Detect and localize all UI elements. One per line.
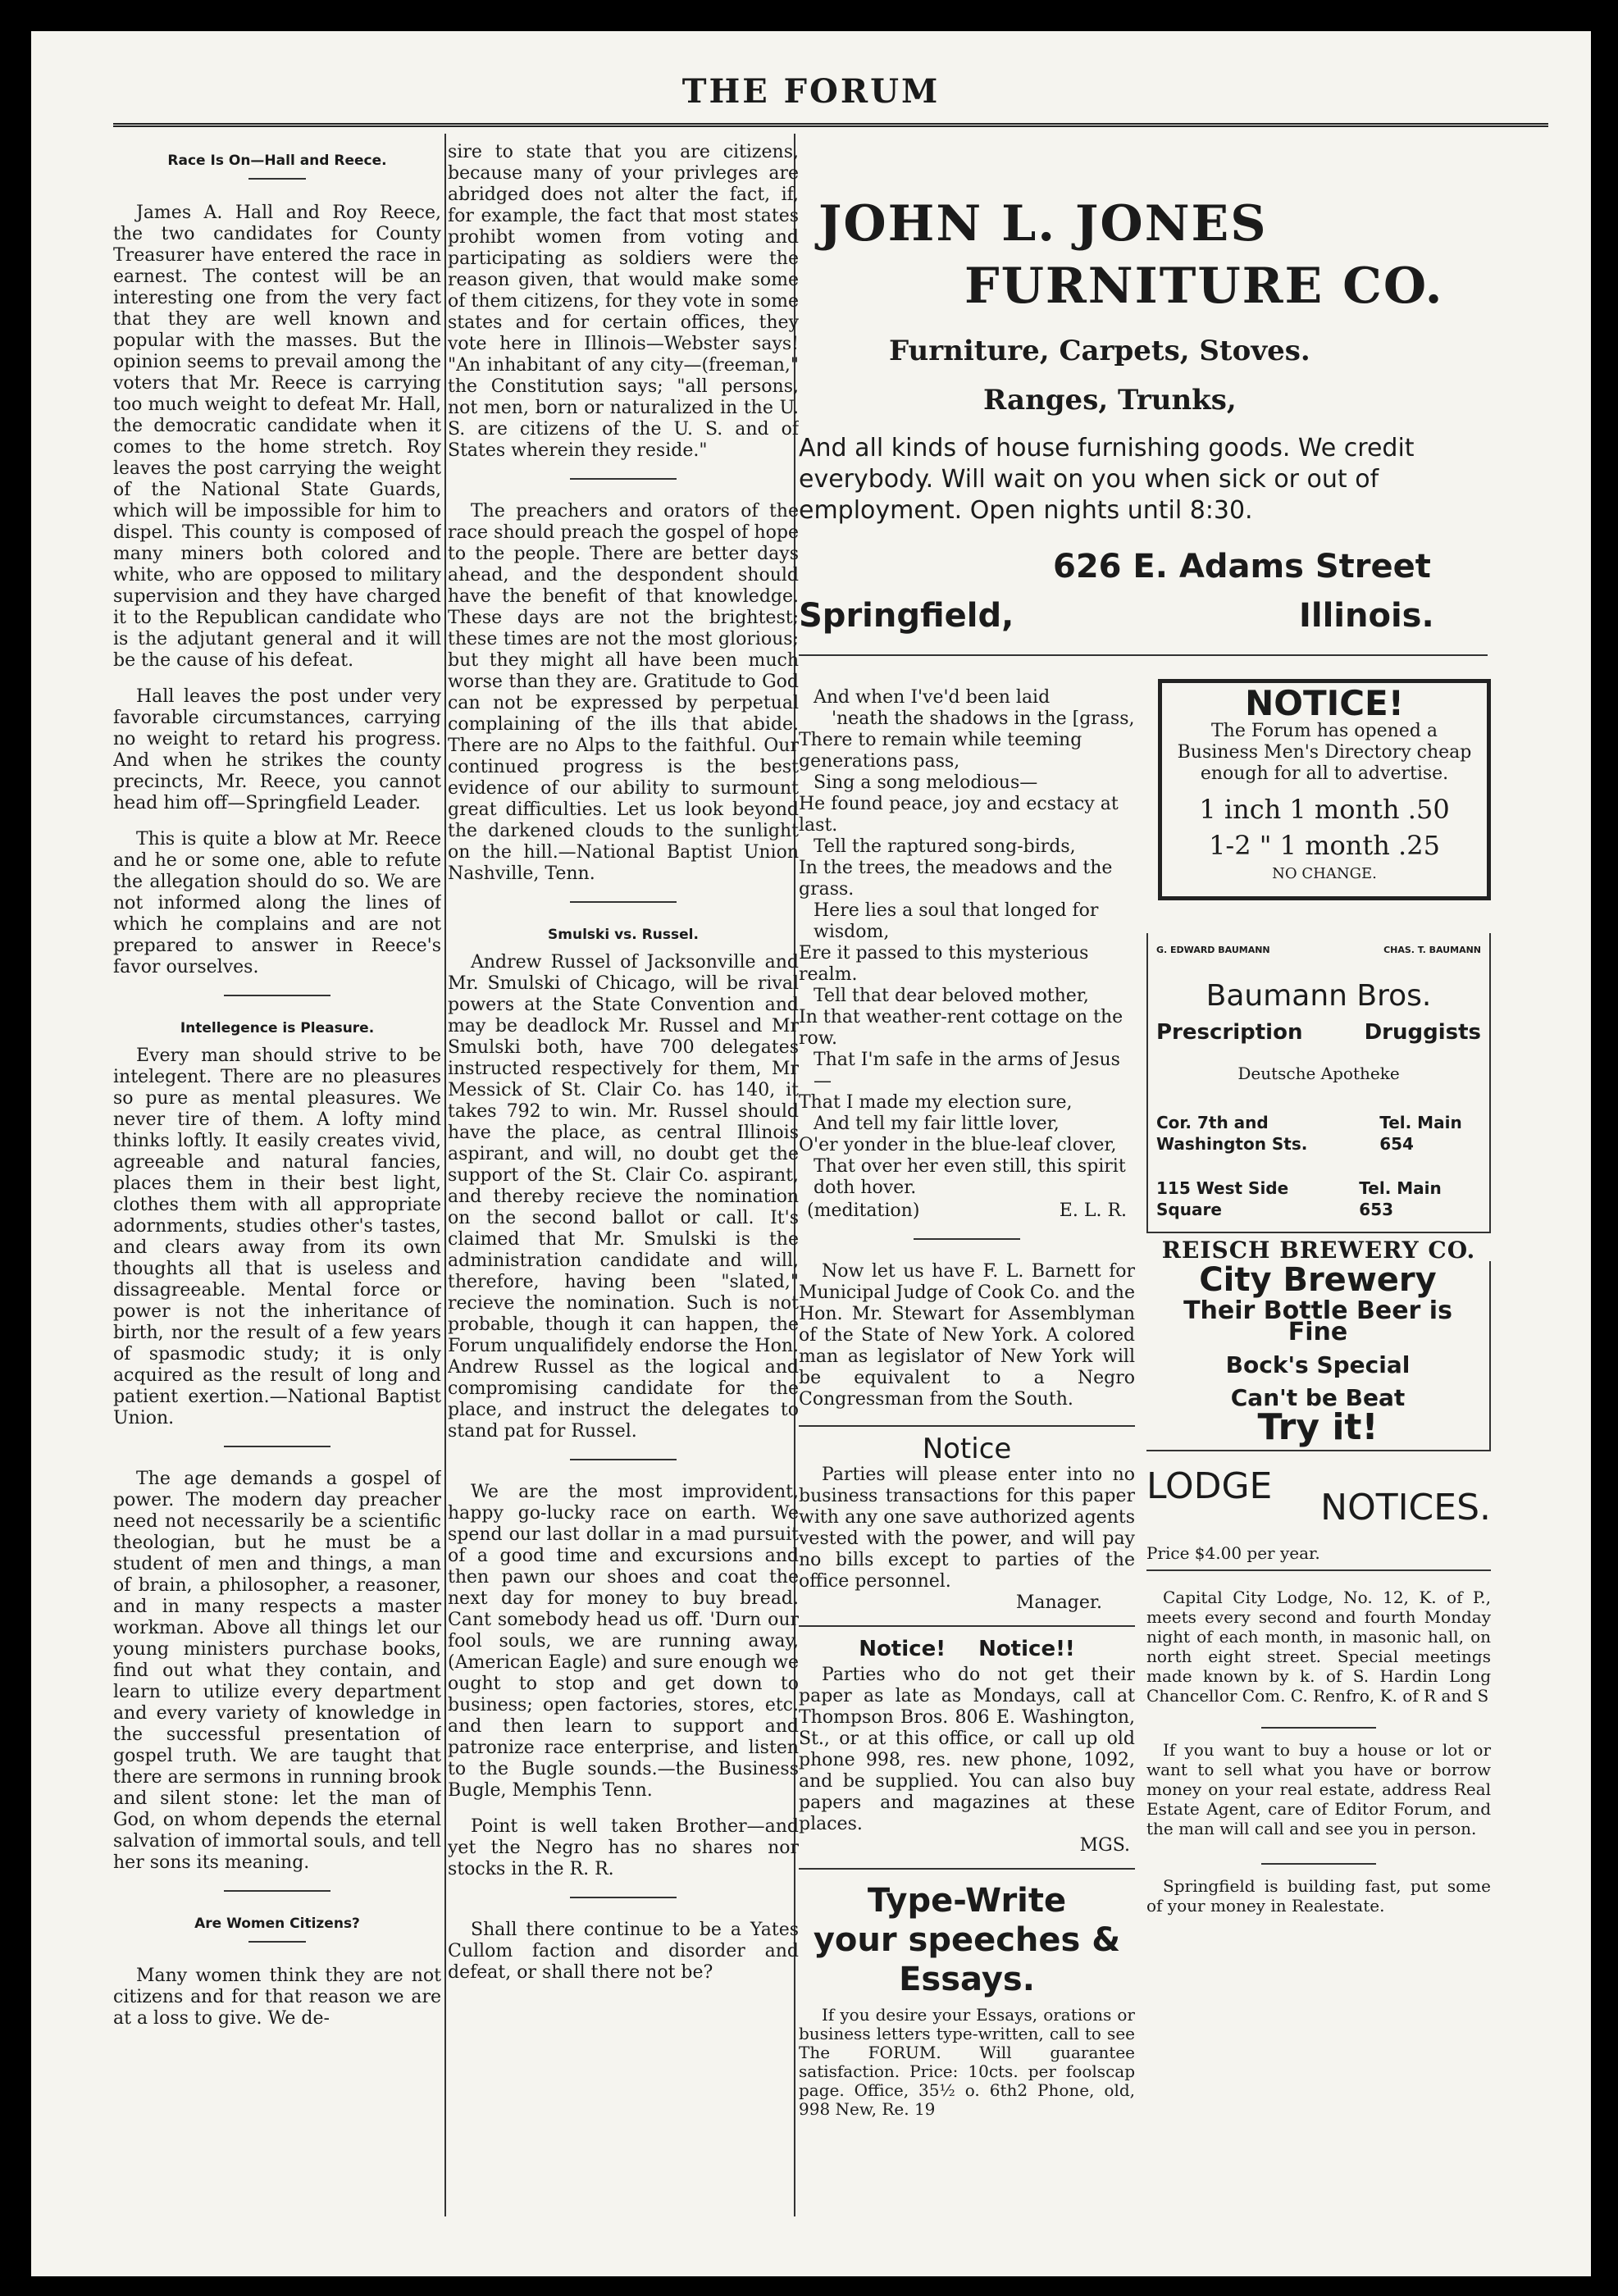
poem-line: O'er yonder in the blue-leaf clover, [799,1135,1117,1155]
rate-1: 1 inch 1 month .50 [1199,794,1450,825]
column-1 [113,142,441,2044]
brewery-line5: Try it! [1257,1406,1379,1448]
article-gospel: The age demands a gospel of power. The modern day preacher need not necessarily be a scientific theologian, but he must be a student of men and things, a man of brain, a philosopher, a reasoner, and in many respects a master workman. Above all things let our young ministers purchase books, find out what they contain, and learn to utilize every department and every variety of knowledge in the successful presentation of gospel truth. We are taught that there are sermons in running brook and silent stone: let the man of God, on whom depends the eternal salvation of immortal souls, and tell her sons its meaning. [113,1469,441,1873]
poem-line: That I made my election sure, [799,1092,1073,1113]
typewrite-line1: Type-Write [867,1882,1067,1920]
directory-notice-text: The Forum has opened a Business Men's Directory cheap enough for all to advertise. [1177,721,1472,784]
brewery-name: REISCH BREWERY CO. [1161,1237,1476,1264]
typewrite-ad-title [799,1881,1135,1999]
article-race-p1: James A. Hall and Roy Reece, the two candidates for County Treasurer have entered the race in earnest. The contest will be an interesting one from the very fact that they are well known and popular with the masses. But the opinion seems to prevail among the voters that Mr. Reece is carrying too much weight to defeat Mr. Hall, the democratic candidate when it comes to the home stretch. Roy leaves the post carrying the weight of the National State Guards, which will be impossible for him to dispel. This county is composed of many miners both colored and white, who are opposed to military supervision and they have charged it to the Republican candidate who is the adjutant general and it will be the cause of his defeat. [113,203,441,671]
poem-line: That I'm safe in the arms of Jesus— [814,1050,1120,1091]
article-point: Point is well taken Brother—and yet the Negro has no shares nor stocks in the R. R. [448,1816,799,1879]
baumann-presc: Prescription [1156,1020,1303,1045]
ad-jones-state: Illinois. [1299,597,1434,635]
headline-race: Race Is On—Hall and Reece. [167,153,387,169]
article-smulski: Andrew Russel of Jacksonville and Mr. Smulski of Chicago, will be rival powers at the State Convention and may be deadlock Mr. Russel and Mr Smulski both, have 700 delegates instructed respectively for them, Mr Messick of St. Clair Co. has 140, it takes 792 to win. Mr. Russel should have the place, as central Illinois aspirant, and will, no doubt get the support of the St. Clair Co. aspirant, and thereby recieve the nomination on the second ballot or call. It's claimed that Mr. Smulski is the administration candidate and will, therefore, having been "slated," recieve the nomination. Such is not probable, though it can happen, the Forum unqualifidely endorse the Hon. Andrew Russel as the logical and compromising candidate for the place, and instruct the delegates to stand pat for Russel. [448,952,799,1442]
newspaper-page [31,31,1591,2276]
baumann-tel2: Tel. Main 653 [1359,1178,1442,1219]
poem-line: In that weather-rent cottage on the row. [799,1007,1123,1049]
divider [1261,1863,1376,1865]
lodge-title-1: LODGE [1146,1465,1273,1507]
poem-line: And when I've'd been laid [814,687,1051,708]
divider [248,178,306,180]
headline-smulski: Smulski vs. Russel. [548,927,699,943]
divider [570,478,677,480]
divider [570,901,677,903]
brewery-line1: City Brewery [1199,1261,1437,1299]
divider [570,1459,677,1460]
ad-jones-body: And all kinds of house furnishing goods. We credit everybody. Will wait on you when sick or out of employment. Open nights until 8:30. [799,434,1415,525]
poem-credit-left: (meditation) [807,1200,920,1221]
rate-2: 1-2 " 1 month .25 [1209,830,1440,861]
notice-notice-header [799,1638,1135,1660]
lodge-title-2: NOTICES. [1320,1487,1491,1528]
poem-line: Ere it passed to this mysterious realm. [799,943,1089,985]
poem-line: And tell my fair little lover, [814,1114,1060,1134]
poem-line: That over her even still, this spirit doth hover. [814,1156,1126,1198]
notice-notice-sign: MGS. [1079,1835,1130,1856]
baumann-ad [1146,933,1491,1233]
no-change: NO CHANGE. [1272,865,1377,882]
baumann-header [1156,940,1481,961]
baumann-addr1: Cor. 7th and Washington Sts. [1156,1113,1308,1154]
baumann-owner-2: CHAS. T. BAUMANN [1383,945,1481,955]
ad-jones-company: FURNITURE CO. [964,257,1444,315]
poem-line: Sing a song melodious— [814,772,1038,793]
article-race-p2: Hall leaves the post under very favorable circumstances, carrying no weight to retard his progress. And when he strikes the county precincts, Mr. Reece, you cannot head him off—Springfield Leader. [113,686,441,813]
masthead: THE FORUM [681,72,941,111]
brewery-line3: Bock's Special [1225,1351,1411,1378]
ad-jones-goods: Furniture, Carpets, Stoves. [889,335,1310,367]
article-race-p3: This is quite a blow at Mr. Reece and he or some one, able to refute the allegation should do so. We are not informed along the lines of which he complains and are not prepared to answer in Reece's favor ourselves. [113,829,441,977]
poem-line: Tell the raptured song-birds, [814,836,1076,857]
ad-jones-city: Springfield, [799,597,1014,635]
lodge-text: Capital City Lodge, No. 12, K. of P., meets every second and fourth Monday night of each month, in masonic hall, on north eight street. Special meetings made known by k. of S. Hardin Long Chancellor Com. C. Renfro, K. of R and S [1146,1588,1491,1706]
article-women-cont: sire to state that you are citizens, because many of your privleges are abridged does not alter the fact, if, for example, the fact that most states prohibt women from voting and participating as soldiers were the reason given, that would make some of them citizens, for they vote in some states and for certain offices, they vote here in Illinois—Webster says! "An inhabitant of any city—(freeman," the Constitution says; "all persons, not men, born or naturalized in the U. S. are citizens of the U. S. and of States wherein they reside." [448,142,799,461]
divider [248,1941,306,1943]
directory-rates [1172,791,1477,863]
ad-jones-address: 626 E. Adams Street [1053,548,1431,585]
ad-rule [799,654,1488,656]
masthead-rule [113,123,1548,127]
poem-line: Tell that dear beloved mother, [814,986,1089,1006]
divider [914,1238,1020,1240]
divider [224,995,330,996]
article-improvident: We are the most improvident, happy go-lucky race on earth. We spend our last dollar in a mad pursuit of a good time and excursions and then pawn our shoes and coat the next day for money to buy bread. Cant somebody head us off. 'Durn our fool souls, we are running away, (American Eagle) and sure enough we ought to stop and get down to business; open factories, stores, etc. and then learn to support and patronize race enterprise, and listen to the Bugle sounds.—the Business Bugle, Memphis Tenn. [448,1482,799,1801]
divider [224,1446,330,1447]
poem [799,687,1135,1222]
baumann-deutsche: Deutsche Apotheke [1237,1064,1400,1083]
divider [1261,1727,1376,1729]
baumann-addr2: 115 West Side Square [1156,1178,1289,1219]
baumann-tagline [1156,1022,1481,1043]
notice-right: Notice!! [978,1637,1075,1661]
poem-credit-right: E. L. R. [1059,1200,1127,1221]
divider [224,1890,330,1892]
column-2 [448,142,799,1998]
subscription-price: Price $4.00 per year. [1146,1543,1491,1571]
directory-notice-box [1158,679,1491,900]
directory-notice-title: NOTICE! [1245,683,1404,723]
poem-credit [799,1199,1135,1222]
headline-women: Are Women Citizens? [194,1916,360,1932]
column-4 [1146,679,1491,1916]
article-barnett: Now let us have F. L. Barnett for Municipal Judge of Cook Co. and the Hon. Mr. Stewart for Assemblyman of the State of New York. A colored man as legislator of New York will be equivalent to a Negro Congressman from the South. [799,1261,1135,1410]
column-divider [444,134,446,2216]
brewery-ad [1146,1261,1491,1451]
baumann-druggists: Druggists [1364,1020,1481,1045]
poem-line: There to remain while teeming generations pass, [799,730,1082,772]
realestate-text: If you want to buy a house or lot or want to sell what you have or borrow money on your real estate, address Real Estate Agent, care of Editor Forum, and the man will call and see you in person. [1146,1740,1491,1838]
baumann-address-2 [1156,1178,1481,1220]
baumann-tel1: Tel. Main 654 [1379,1113,1462,1154]
baumann-owner-1: G. EDWARD BAUMANN [1156,945,1270,955]
brewery-line2: Their Bottle Beer is Fine [1183,1296,1452,1346]
headline-intellegence: Intellegence is Pleasure. [180,1020,375,1036]
notice-title: Notice [922,1433,1012,1465]
typewrite-line3: Essays. [899,1961,1035,1998]
divider [799,1868,1135,1870]
brewery-line4: Can't be Beat [1230,1384,1406,1411]
poem-line: 'neath the shadows in the [grass, [832,708,1135,729]
notice-body: Parties will please enter into no business transactions for this paper with any one save authorized agents vested with the power, and will pay no bills except to parties of the office personnel. [799,1465,1135,1592]
notice-left: Notice! [859,1637,946,1661]
jones-furniture-ad [799,154,1488,646]
typewrite-ad-body: If you desire your Essays, orations or business letters type-written, call to see The FORUM. Will guarantee satisfaction. Price: 10cts. per foolscap page. Office, 35½ o. 6th2 Phone, old, 998 New, Re. 19 [799,2005,1135,2119]
poem-line: In the trees, the meadows and the grass. [799,858,1113,900]
baumann-address-1 [1156,1112,1481,1155]
poem-line: Here lies a soul that longed for wisdom, [814,900,1099,942]
ad-jones-goods2: Ranges, Trunks, [983,384,1237,417]
ad-jones-name: JOHN L. JONES [818,195,1268,253]
article-intellegence: Every man should strive to be intelegent. There are no pleasures so pure as mental pleasures. We never tire of them. A lofty mind thinks loftly. It easily creates vivid, agreeable and natural fancies, places them in their best light, clothes them with all appropriate adornments, studies other's tastes, and clears away from its own thoughts all that is useless and dissagreeable. Mental force or power is not the inheritance of birth, nor the result of a few years of spasmodic study; it is only acquired as the result of long and patient exertion.—National Baptist Union. [113,1046,441,1428]
poem-line: He found peace, joy and ecstacy at last. [799,794,1119,836]
article-women-start: Many women think they are not citizens and for that reason we are at a loss to give. We de- [113,1966,441,2029]
divider [570,1897,677,1898]
baumann-name: Baumann Bros. [1206,979,1432,1013]
springfield-text: Springfield is building fast, put some of your money in Realestate. [1146,1876,1491,1916]
divider [799,1625,1135,1627]
notice-sign: Manager. [1015,1592,1102,1613]
article-yates: Shall there continue to be a Yates Cullom faction and disorder and defeat, or shall there not be? [448,1920,799,1983]
divider [799,1425,1135,1427]
column-3 [799,687,1135,2134]
typewrite-line2: your speeches & [813,1921,1121,1959]
article-preachers: The preachers and orators of the race should preach the gospel of hope to the people. There are better days ahead, and the despondent should have the benefit of that knowledge. These days are not the brightest; these times are not the most glorious; but they might all have been much worse than they are. Gratitude to God can not be expressed by perpetual complaining of the ills that abide. There are no Alps to the faithful. Our continued progress is the best evidence of our ability to surmount great difficulties. Let us look beyond the darkened clouds to the sunlight on the hill.—National Baptist Union Nashville, Tenn. [448,501,799,884]
notice-notice-body: Parties who do not get their paper as late as Mondays, call at Thompson Bros. 806 E. Washington, St., or at this office, or call up old phone 998, res. new phone, 1092, and be supplied. You can also buy papers and magazines at these places. [799,1665,1135,1834]
